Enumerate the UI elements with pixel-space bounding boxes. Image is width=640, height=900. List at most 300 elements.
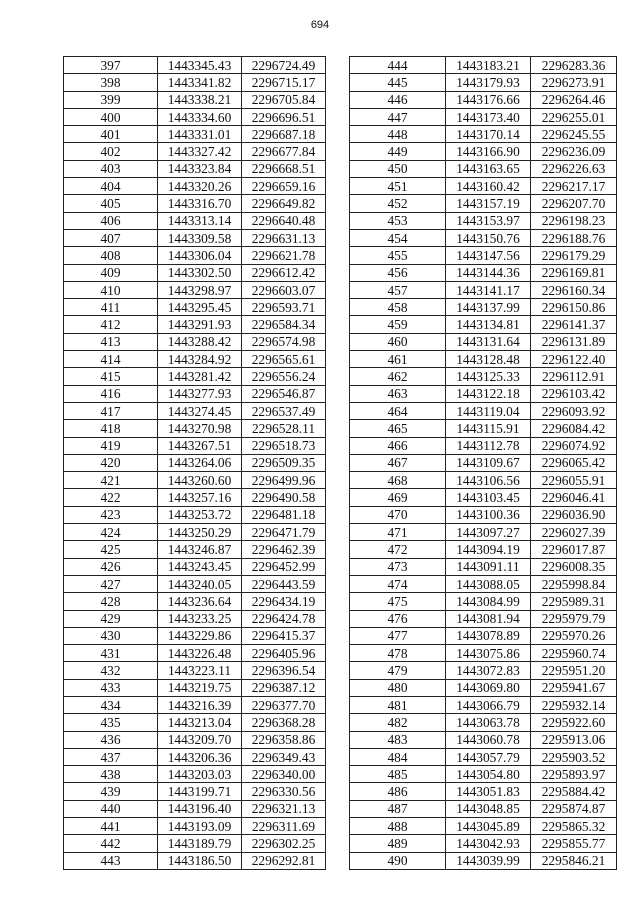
point-number-cell: 477 (350, 627, 446, 644)
point-number-cell: 433 (64, 679, 158, 696)
y-coordinate-cell: 2295979.79 (531, 610, 617, 627)
table-row (350, 472, 617, 489)
x-coordinate-cell: 1443122.18 (446, 385, 531, 402)
x-coordinate-cell: 1443147.56 (446, 247, 531, 264)
point-number-cell: 422 (64, 489, 158, 506)
x-coordinate-cell: 1443341.82 (158, 74, 242, 91)
table-row (64, 783, 326, 800)
point-number-cell: 423 (64, 506, 158, 523)
point-number-cell: 464 (350, 402, 446, 419)
point-number-cell: 408 (64, 247, 158, 264)
y-coordinate-cell: 2295932.14 (531, 696, 617, 713)
table-row (350, 299, 617, 316)
x-coordinate-cell: 1443323.84 (158, 160, 242, 177)
point-number-cell: 483 (350, 731, 446, 748)
table-row (64, 610, 326, 627)
x-coordinate-cell: 1443338.21 (158, 91, 242, 108)
x-coordinate-cell: 1443264.06 (158, 454, 242, 471)
y-coordinate-cell: 2295951.20 (531, 662, 617, 679)
point-number-cell: 424 (64, 524, 158, 541)
table-row (350, 766, 617, 783)
point-number-cell: 442 (64, 835, 158, 852)
point-number-cell: 404 (64, 178, 158, 195)
x-coordinate-cell: 1443298.97 (158, 281, 242, 298)
table-row (350, 108, 617, 125)
point-number-cell: 479 (350, 662, 446, 679)
point-number-cell: 452 (350, 195, 446, 212)
y-coordinate-cell: 2295855.77 (531, 835, 617, 852)
table-row (64, 558, 326, 575)
table-row (64, 835, 326, 852)
x-coordinate-cell: 1443069.80 (446, 679, 531, 696)
y-coordinate-cell: 2296160.34 (531, 281, 617, 298)
point-number-cell: 444 (350, 57, 446, 74)
y-coordinate-cell: 2296518.73 (242, 437, 326, 454)
table-row (350, 662, 617, 679)
table-row (350, 126, 617, 143)
point-number-cell: 469 (350, 489, 446, 506)
x-coordinate-cell: 1443193.09 (158, 818, 242, 835)
y-coordinate-cell: 2295941.67 (531, 679, 617, 696)
table-row (64, 593, 326, 610)
y-coordinate-cell: 2296169.81 (531, 264, 617, 281)
y-coordinate-cell: 2296481.18 (242, 506, 326, 523)
x-coordinate-cell: 1443320.26 (158, 178, 242, 195)
y-coordinate-cell: 2296017.87 (531, 541, 617, 558)
y-coordinate-cell: 2296330.56 (242, 783, 326, 800)
coordinates-table-right (349, 56, 617, 870)
y-coordinate-cell: 2296302.25 (242, 835, 326, 852)
table-row (350, 247, 617, 264)
point-number-cell: 478 (350, 645, 446, 662)
y-coordinate-cell: 2296696.51 (242, 108, 326, 125)
y-coordinate-cell: 2296236.09 (531, 143, 617, 160)
point-number-cell: 430 (64, 627, 158, 644)
point-number-cell: 450 (350, 160, 446, 177)
table-row (350, 610, 617, 627)
point-number-cell: 471 (350, 524, 446, 541)
point-number-cell: 412 (64, 316, 158, 333)
coordinates-table-left (63, 56, 326, 870)
y-coordinate-cell: 2296537.49 (242, 402, 326, 419)
x-coordinate-cell: 1443236.64 (158, 593, 242, 610)
point-number-cell: 458 (350, 299, 446, 316)
point-number-cell: 445 (350, 74, 446, 91)
y-coordinate-cell: 2295884.42 (531, 783, 617, 800)
table-row (350, 593, 617, 610)
x-coordinate-cell: 1443306.04 (158, 247, 242, 264)
table-row (64, 852, 326, 869)
x-coordinate-cell: 1443100.36 (446, 506, 531, 523)
point-number-cell: 467 (350, 454, 446, 471)
x-coordinate-cell: 1443144.36 (446, 264, 531, 281)
table-row (64, 800, 326, 817)
point-number-cell: 429 (64, 610, 158, 627)
table-row (64, 472, 326, 489)
table-row (64, 316, 326, 333)
x-coordinate-cell: 1443112.78 (446, 437, 531, 454)
x-coordinate-cell: 1443199.71 (158, 783, 242, 800)
table-row (64, 333, 326, 350)
x-coordinate-cell: 1443213.04 (158, 714, 242, 731)
x-coordinate-cell: 1443051.83 (446, 783, 531, 800)
y-coordinate-cell: 2295913.06 (531, 731, 617, 748)
x-coordinate-cell: 1443186.50 (158, 852, 242, 869)
table-row (350, 541, 617, 558)
y-coordinate-cell: 2296715.17 (242, 74, 326, 91)
x-coordinate-cell: 1443109.67 (446, 454, 531, 471)
y-coordinate-cell: 2296593.71 (242, 299, 326, 316)
point-number-cell: 457 (350, 281, 446, 298)
point-number-cell: 473 (350, 558, 446, 575)
y-coordinate-cell: 2296264.46 (531, 91, 617, 108)
point-number-cell: 425 (64, 541, 158, 558)
y-coordinate-cell: 2296462.39 (242, 541, 326, 558)
table-row (64, 160, 326, 177)
y-coordinate-cell: 2296150.86 (531, 299, 617, 316)
y-coordinate-cell: 2295874.87 (531, 800, 617, 817)
table-row (64, 108, 326, 125)
y-coordinate-cell: 2296528.11 (242, 420, 326, 437)
table-row (350, 645, 617, 662)
point-number-cell: 476 (350, 610, 446, 627)
table-row (350, 783, 617, 800)
table-row (350, 524, 617, 541)
table-row (64, 229, 326, 246)
x-coordinate-cell: 1443128.48 (446, 351, 531, 368)
x-coordinate-cell: 1443137.99 (446, 299, 531, 316)
x-coordinate-cell: 1443226.48 (158, 645, 242, 662)
point-number-cell: 460 (350, 333, 446, 350)
point-number-cell: 403 (64, 160, 158, 177)
y-coordinate-cell: 2296490.58 (242, 489, 326, 506)
point-number-cell: 401 (64, 126, 158, 143)
x-coordinate-cell: 1443203.03 (158, 766, 242, 783)
x-coordinate-cell: 1443057.79 (446, 748, 531, 765)
x-coordinate-cell: 1443277.93 (158, 385, 242, 402)
x-coordinate-cell: 1443209.70 (158, 731, 242, 748)
table-row (350, 748, 617, 765)
x-coordinate-cell: 1443183.21 (446, 57, 531, 74)
point-number-cell: 461 (350, 351, 446, 368)
y-coordinate-cell: 2296292.81 (242, 852, 326, 869)
x-coordinate-cell: 1443157.19 (446, 195, 531, 212)
table-row (64, 281, 326, 298)
x-coordinate-cell: 1443240.05 (158, 575, 242, 592)
y-coordinate-cell: 2296649.82 (242, 195, 326, 212)
y-coordinate-cell: 2295998.84 (531, 575, 617, 592)
table-row (350, 264, 617, 281)
point-number-cell: 475 (350, 593, 446, 610)
point-number-cell: 440 (64, 800, 158, 817)
table-row (350, 800, 617, 817)
table-row (350, 91, 617, 108)
y-coordinate-cell: 2296499.96 (242, 472, 326, 489)
table-row (64, 818, 326, 835)
x-coordinate-cell: 1443229.86 (158, 627, 242, 644)
table-row (64, 731, 326, 748)
point-number-cell: 470 (350, 506, 446, 523)
x-coordinate-cell: 1443223.11 (158, 662, 242, 679)
y-coordinate-cell: 2296179.29 (531, 247, 617, 264)
table-row (64, 264, 326, 281)
x-coordinate-cell: 1443257.16 (158, 489, 242, 506)
x-coordinate-cell: 1443150.76 (446, 229, 531, 246)
y-coordinate-cell: 2296131.89 (531, 333, 617, 350)
y-coordinate-cell: 2296112.91 (531, 368, 617, 385)
y-coordinate-cell: 2296255.01 (531, 108, 617, 125)
point-number-cell: 399 (64, 91, 158, 108)
x-coordinate-cell: 1443216.39 (158, 696, 242, 713)
x-coordinate-cell: 1443327.42 (158, 143, 242, 160)
point-number-cell: 435 (64, 714, 158, 731)
x-coordinate-cell: 1443125.33 (446, 368, 531, 385)
x-coordinate-cell: 1443170.14 (446, 126, 531, 143)
y-coordinate-cell: 2296084.42 (531, 420, 617, 437)
table-row (64, 212, 326, 229)
table-row (350, 627, 617, 644)
x-coordinate-cell: 1443316.70 (158, 195, 242, 212)
y-coordinate-cell: 2296612.42 (242, 264, 326, 281)
table-row (350, 818, 617, 835)
y-coordinate-cell: 2295922.60 (531, 714, 617, 731)
page-number: 694 (310, 19, 330, 31)
table-row (64, 385, 326, 402)
table-row (64, 696, 326, 713)
x-coordinate-cell: 1443176.66 (446, 91, 531, 108)
table-row (64, 714, 326, 731)
y-coordinate-cell: 2296103.42 (531, 385, 617, 402)
point-number-cell: 428 (64, 593, 158, 610)
point-number-cell: 410 (64, 281, 158, 298)
table-row (350, 420, 617, 437)
table-row (64, 420, 326, 437)
point-number-cell: 431 (64, 645, 158, 662)
point-number-cell: 481 (350, 696, 446, 713)
point-number-cell: 426 (64, 558, 158, 575)
y-coordinate-cell: 2296027.39 (531, 524, 617, 541)
point-number-cell: 487 (350, 800, 446, 817)
y-coordinate-cell: 2296396.54 (242, 662, 326, 679)
y-coordinate-cell: 2296122.40 (531, 351, 617, 368)
x-coordinate-cell: 1443084.99 (446, 593, 531, 610)
point-number-cell: 488 (350, 818, 446, 835)
x-coordinate-cell: 1443189.79 (158, 835, 242, 852)
y-coordinate-cell: 2296245.55 (531, 126, 617, 143)
point-number-cell: 409 (64, 264, 158, 281)
x-coordinate-cell: 1443270.98 (158, 420, 242, 437)
y-coordinate-cell: 2296584.34 (242, 316, 326, 333)
table-row (350, 852, 617, 869)
point-number-cell: 462 (350, 368, 446, 385)
point-number-cell: 415 (64, 368, 158, 385)
table-row (64, 437, 326, 454)
y-coordinate-cell: 2295865.32 (531, 818, 617, 835)
y-coordinate-cell: 2296046.41 (531, 489, 617, 506)
point-number-cell: 427 (64, 575, 158, 592)
x-coordinate-cell: 1443309.58 (158, 229, 242, 246)
y-coordinate-cell: 2296556.24 (242, 368, 326, 385)
y-coordinate-cell: 2296415.37 (242, 627, 326, 644)
x-coordinate-cell: 1443078.89 (446, 627, 531, 644)
x-coordinate-cell: 1443119.04 (446, 402, 531, 419)
table-row (64, 627, 326, 644)
x-coordinate-cell: 1443250.29 (158, 524, 242, 541)
y-coordinate-cell: 2296387.12 (242, 679, 326, 696)
x-coordinate-cell: 1443345.43 (158, 57, 242, 74)
y-coordinate-cell: 2296311.69 (242, 818, 326, 835)
y-coordinate-cell: 2296207.70 (531, 195, 617, 212)
y-coordinate-cell: 2296603.07 (242, 281, 326, 298)
x-coordinate-cell: 1443075.86 (446, 645, 531, 662)
point-number-cell: 398 (64, 74, 158, 91)
point-number-cell: 439 (64, 783, 158, 800)
table-row (350, 679, 617, 696)
y-coordinate-cell: 2296424.78 (242, 610, 326, 627)
y-coordinate-cell: 2296036.90 (531, 506, 617, 523)
table-row (64, 489, 326, 506)
y-coordinate-cell: 2296141.37 (531, 316, 617, 333)
table-row (350, 558, 617, 575)
y-coordinate-cell: 2296349.43 (242, 748, 326, 765)
x-coordinate-cell: 1443042.93 (446, 835, 531, 852)
x-coordinate-cell: 1443179.93 (446, 74, 531, 91)
y-coordinate-cell: 2296283.36 (531, 57, 617, 74)
x-coordinate-cell: 1443066.79 (446, 696, 531, 713)
table-row (64, 247, 326, 264)
x-coordinate-cell: 1443260.60 (158, 472, 242, 489)
point-number-cell: 418 (64, 420, 158, 437)
point-number-cell: 443 (64, 852, 158, 869)
x-coordinate-cell: 1443291.93 (158, 316, 242, 333)
point-number-cell: 441 (64, 818, 158, 835)
y-coordinate-cell: 2296405.96 (242, 645, 326, 662)
y-coordinate-cell: 2296358.86 (242, 731, 326, 748)
table-row (64, 299, 326, 316)
table-row (64, 368, 326, 385)
x-coordinate-cell: 1443295.45 (158, 299, 242, 316)
x-coordinate-cell: 1443115.91 (446, 420, 531, 437)
x-coordinate-cell: 1443206.36 (158, 748, 242, 765)
point-number-cell: 454 (350, 229, 446, 246)
y-coordinate-cell: 2296188.76 (531, 229, 617, 246)
y-coordinate-cell: 2296546.87 (242, 385, 326, 402)
table-row (350, 575, 617, 592)
y-coordinate-cell: 2296574.98 (242, 333, 326, 350)
x-coordinate-cell: 1443281.42 (158, 368, 242, 385)
table-row (64, 679, 326, 696)
point-number-cell: 485 (350, 766, 446, 783)
point-number-cell: 480 (350, 679, 446, 696)
table-row (350, 333, 617, 350)
table-row (350, 385, 617, 402)
point-number-cell: 466 (350, 437, 446, 454)
table-row (350, 74, 617, 91)
x-coordinate-cell: 1443313.14 (158, 212, 242, 229)
x-coordinate-cell: 1443081.94 (446, 610, 531, 627)
y-coordinate-cell: 2296273.91 (531, 74, 617, 91)
point-number-cell: 484 (350, 748, 446, 765)
y-coordinate-cell: 2296724.49 (242, 57, 326, 74)
y-coordinate-cell: 2296687.18 (242, 126, 326, 143)
point-number-cell: 416 (64, 385, 158, 402)
y-coordinate-cell: 2296074.92 (531, 437, 617, 454)
x-coordinate-cell: 1443088.05 (446, 575, 531, 592)
point-number-cell: 472 (350, 541, 446, 558)
table-row (64, 645, 326, 662)
x-coordinate-cell: 1443243.45 (158, 558, 242, 575)
table-row (350, 437, 617, 454)
point-number-cell: 438 (64, 766, 158, 783)
table-row (350, 696, 617, 713)
point-number-cell: 489 (350, 835, 446, 852)
table-row (64, 662, 326, 679)
y-coordinate-cell: 2296217.17 (531, 178, 617, 195)
point-number-cell: 474 (350, 575, 446, 592)
table-row (64, 195, 326, 212)
table-row (64, 143, 326, 160)
table-row (350, 160, 617, 177)
point-number-cell: 407 (64, 229, 158, 246)
x-coordinate-cell: 1443134.81 (446, 316, 531, 333)
point-number-cell: 432 (64, 662, 158, 679)
point-number-cell: 400 (64, 108, 158, 125)
table-row (64, 178, 326, 195)
table-row (350, 454, 617, 471)
point-number-cell: 448 (350, 126, 446, 143)
y-coordinate-cell: 2296377.70 (242, 696, 326, 713)
x-coordinate-cell: 1443166.90 (446, 143, 531, 160)
table-row (350, 714, 617, 731)
y-coordinate-cell: 2296565.61 (242, 351, 326, 368)
y-coordinate-cell: 2296340.00 (242, 766, 326, 783)
table-row (64, 57, 326, 74)
x-coordinate-cell: 1443054.80 (446, 766, 531, 783)
y-coordinate-cell: 2295970.26 (531, 627, 617, 644)
point-number-cell: 405 (64, 195, 158, 212)
x-coordinate-cell: 1443274.45 (158, 402, 242, 419)
x-coordinate-cell: 1443060.78 (446, 731, 531, 748)
y-coordinate-cell: 2296668.51 (242, 160, 326, 177)
y-coordinate-cell: 2296705.84 (242, 91, 326, 108)
y-coordinate-cell: 2296640.48 (242, 212, 326, 229)
y-coordinate-cell: 2296452.99 (242, 558, 326, 575)
table-row (350, 731, 617, 748)
table-row (64, 524, 326, 541)
y-coordinate-cell: 2296659.16 (242, 178, 326, 195)
point-number-cell: 447 (350, 108, 446, 125)
point-number-cell: 417 (64, 402, 158, 419)
point-number-cell: 463 (350, 385, 446, 402)
point-number-cell: 486 (350, 783, 446, 800)
table-row (64, 74, 326, 91)
table-row (350, 835, 617, 852)
table-row (64, 454, 326, 471)
x-coordinate-cell: 1443246.87 (158, 541, 242, 558)
x-coordinate-cell: 1443103.45 (446, 489, 531, 506)
y-coordinate-cell: 2296509.35 (242, 454, 326, 471)
table-row (350, 489, 617, 506)
table-row (64, 91, 326, 108)
point-number-cell: 402 (64, 143, 158, 160)
point-number-cell: 411 (64, 299, 158, 316)
point-number-cell: 465 (350, 420, 446, 437)
y-coordinate-cell: 2296093.92 (531, 402, 617, 419)
x-coordinate-cell: 1443288.42 (158, 333, 242, 350)
point-number-cell: 453 (350, 212, 446, 229)
x-coordinate-cell: 1443094.19 (446, 541, 531, 558)
x-coordinate-cell: 1443072.83 (446, 662, 531, 679)
